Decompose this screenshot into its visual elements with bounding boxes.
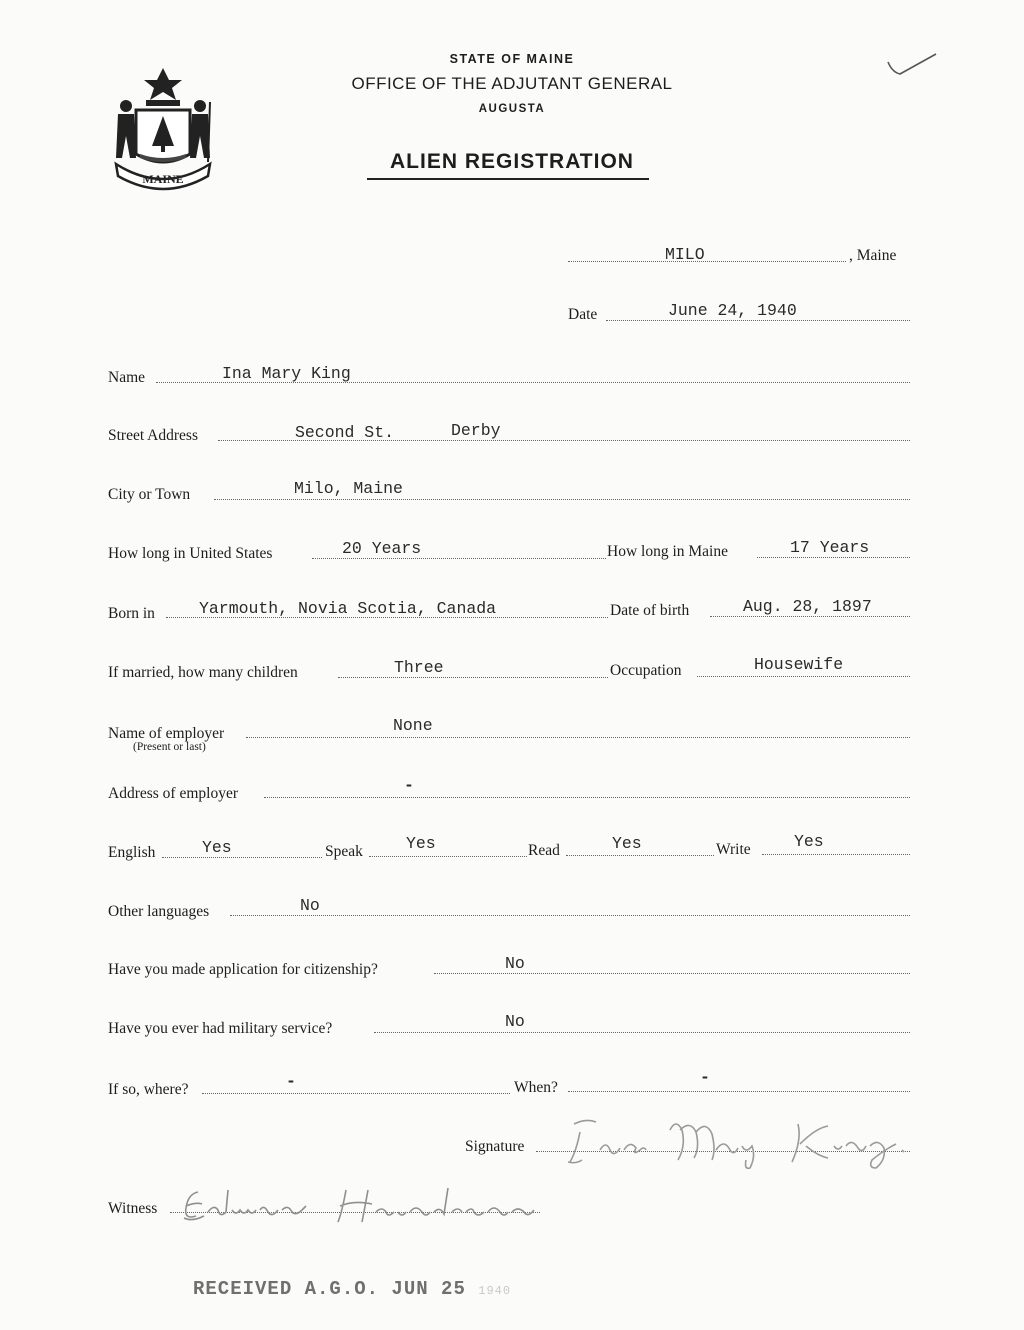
how-long-maine-label: How long in Maine bbox=[607, 543, 728, 560]
date-of-birth-line bbox=[710, 616, 910, 617]
date-of-birth-value: Aug. 28, 1897 bbox=[743, 597, 872, 616]
how-long-maine-line bbox=[757, 557, 910, 558]
signature-handwriting bbox=[566, 1110, 916, 1170]
date-line bbox=[606, 320, 910, 321]
svg-text:Edwina Henderson: Edwina Henderson bbox=[178, 1182, 186, 1183]
date-value: June 24, 1940 bbox=[668, 301, 797, 320]
how-long-us-label: How long in United States bbox=[108, 545, 273, 562]
english-label: English bbox=[108, 844, 156, 861]
citizenship-label: Have you made application for citizenship? bbox=[108, 961, 378, 978]
occupation-line bbox=[697, 676, 910, 677]
name-label: Name bbox=[108, 369, 146, 386]
employer-address-label: Address of employer bbox=[108, 785, 238, 802]
street-address-value-1: Second St. bbox=[295, 423, 395, 442]
born-in-label: Born in bbox=[108, 605, 155, 622]
received-stamp-text: RECEIVED A.G.O. JUN 25 bbox=[193, 1278, 466, 1300]
location-line bbox=[568, 261, 846, 262]
occupation-label: Occupation bbox=[610, 662, 682, 679]
street-address-value-2: Derby bbox=[451, 421, 501, 440]
date-of-birth-label: Date of birth bbox=[610, 602, 690, 619]
how-long-maine-value: 17 Years bbox=[790, 538, 870, 557]
when-value: - bbox=[700, 1068, 710, 1087]
svg-text:MAINE: MAINE bbox=[142, 172, 184, 186]
state-seal-emblem bbox=[108, 66, 218, 191]
check-mark-icon bbox=[880, 50, 940, 80]
english-line bbox=[162, 857, 322, 858]
witness-label: Witness bbox=[108, 1200, 158, 1217]
received-stamp bbox=[193, 1278, 511, 1300]
city-value: Milo, Maine bbox=[294, 479, 403, 498]
location-value: MILO bbox=[665, 245, 705, 264]
speak-label: Speak bbox=[325, 843, 363, 860]
english-value: Yes bbox=[202, 838, 232, 857]
header-city: AUGUSTA bbox=[478, 103, 546, 115]
employer-address-line bbox=[264, 797, 910, 798]
children-label: If married, how many children bbox=[108, 664, 298, 681]
header-state: STATE OF MAINE bbox=[449, 52, 575, 66]
citizenship-value: No bbox=[505, 954, 525, 973]
other-languages-line bbox=[230, 915, 910, 916]
street-address-label: Street Address bbox=[108, 427, 198, 444]
where-value: - bbox=[286, 1072, 296, 1091]
children-value: Three bbox=[394, 658, 444, 677]
where-line bbox=[202, 1093, 510, 1094]
speak-line bbox=[369, 856, 527, 857]
read-value: Yes bbox=[612, 834, 642, 853]
other-languages-label: Other languages bbox=[108, 903, 210, 920]
occupation-value: Housewife bbox=[754, 655, 844, 674]
other-languages-value: No bbox=[300, 896, 320, 915]
how-long-us-value: 20 Years bbox=[342, 539, 422, 558]
when-label: When? bbox=[514, 1079, 558, 1096]
location-suffix: , Maine bbox=[849, 247, 897, 264]
write-line bbox=[762, 854, 910, 855]
employer-value: None bbox=[393, 716, 433, 735]
speak-value: Yes bbox=[406, 834, 436, 853]
name-value: Ina Mary King bbox=[222, 364, 351, 383]
write-value: Yes bbox=[794, 832, 824, 851]
city-label: City or Town bbox=[108, 486, 191, 503]
read-line bbox=[566, 855, 714, 856]
where-label: If so, where? bbox=[108, 1081, 189, 1098]
witness-signature-handwriting bbox=[178, 1182, 548, 1232]
header-office: OFFICE OF THE ADJUTANT GENERAL bbox=[351, 74, 673, 93]
received-stamp-faint: 1940 bbox=[478, 1284, 512, 1298]
military-value: No bbox=[505, 1012, 525, 1031]
military-label: Have you ever had military service? bbox=[108, 1020, 333, 1037]
when-line bbox=[568, 1091, 910, 1092]
employer-line bbox=[246, 737, 910, 738]
how-long-us-line bbox=[312, 558, 606, 559]
date-label: Date bbox=[568, 306, 598, 323]
svg-text:Ina Mary King: Ina Mary King bbox=[566, 1110, 572, 1111]
title-underline bbox=[367, 178, 649, 180]
city-line bbox=[214, 499, 910, 500]
employer-address-value: - bbox=[404, 776, 414, 795]
children-line bbox=[338, 677, 608, 678]
page-title: ALIEN REGISTRATION bbox=[390, 150, 634, 173]
employer-label: Name of employer bbox=[108, 725, 225, 742]
born-in-value: Yarmouth, Novia Scotia, Canada bbox=[199, 599, 497, 618]
write-label: Write bbox=[716, 841, 751, 858]
employer-sublabel: (Present or last) bbox=[133, 741, 206, 753]
read-label: Read bbox=[528, 842, 560, 859]
citizenship-line bbox=[434, 973, 910, 974]
signature-label: Signature bbox=[465, 1138, 525, 1155]
military-line bbox=[374, 1032, 910, 1033]
